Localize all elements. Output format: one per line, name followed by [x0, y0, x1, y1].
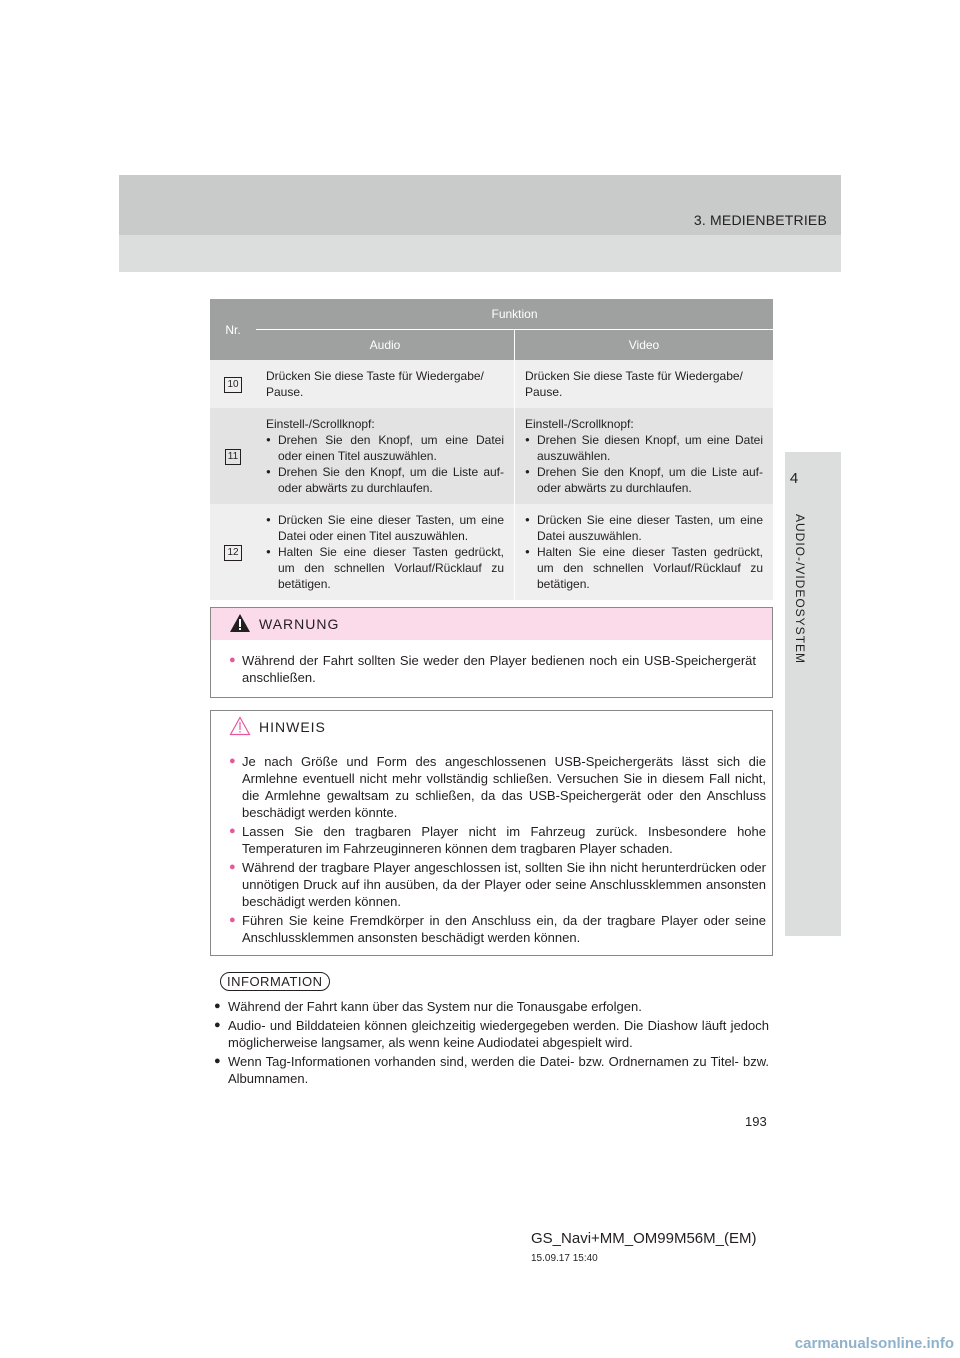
caution-triangle-icon — [229, 716, 251, 736]
page-header — [119, 175, 841, 272]
list-item: ● Drehen Sie den Knopf, um die Liste auf- oder abwärts zu durchlaufen. — [266, 464, 504, 496]
table-row — [210, 360, 773, 408]
warning-title: WARNUNG — [259, 616, 340, 632]
video-cell — [515, 504, 774, 600]
col-header-nr: Nr. — [210, 299, 256, 360]
warning-box — [210, 607, 773, 698]
row-number: 10 — [224, 377, 241, 393]
chapter-side-tab — [785, 452, 841, 936]
row-number: 11 — [225, 449, 241, 465]
col-header-video: Video — [515, 330, 774, 361]
table-row — [210, 408, 773, 504]
audio-cell — [256, 360, 515, 408]
table-row — [210, 504, 773, 600]
list-item: ● Drücken Sie eine dieser Tasten, um eine Datei auszuwählen. — [525, 512, 763, 544]
audio-intro: Drücken Sie diese Taste für Wiedergabe/ Pause. — [266, 369, 484, 399]
video-intro: Einstell-/Scrollknopf: — [525, 417, 634, 431]
list-item: ● Führen Sie keine Fremdkörper in den Anschluss ein, da der tragbare Player oder seine Anschlussklemmen ansonsten beschädigt werden können. — [229, 912, 766, 946]
chapter-number: 4 — [789, 470, 799, 487]
list-item: ● Während der tragbare Player angeschlossen ist, sollten Sie ihn nicht herunterdrücken oder unnötigen Druck auf ihn ausüben, da der Player oder seine Anschlussklemmen ansonsten beschädigt werden können. — [229, 859, 766, 910]
function-table — [210, 299, 773, 600]
warning-triangle-icon — [229, 613, 251, 633]
video-bullet-list — [525, 512, 763, 592]
col-header-audio: Audio — [256, 330, 515, 361]
list-item: ● Während der Fahrt kann über das System nur die Tonausgabe erfolgen. — [214, 998, 769, 1015]
hint-box — [210, 710, 773, 956]
list-item: ● Halten Sie eine dieser Tasten gedrückt, um den schnellen Vorlauf/Rücklauf zu betätigen. — [525, 544, 763, 592]
list-item: ● Wenn Tag-Informationen vorhanden sind, werden die Datei- bzw. Ordnernamen zu Titel- bzw. Albumnamen. — [214, 1053, 769, 1087]
video-intro: Drücken Sie diese Taste für Wiedergabe/ Pause. — [525, 369, 743, 399]
list-item: ● Drehen Sie diesen Knopf, um eine Datei auszuwählen. — [525, 432, 763, 464]
row-number-cell — [210, 504, 256, 600]
list-item: ● Audio- und Bilddateien können gleichzeitig wiedergegeben werden. Die Diashow läuft jedoch möglicherweise langsamer, als wenn keine Audiodatei abgespielt wird. — [214, 1017, 769, 1051]
document-code: GS_Navi+MM_OM99M56M_(EM) — [531, 1230, 757, 1247]
information-section — [214, 998, 769, 1089]
page-number: 193 — [745, 1114, 767, 1129]
list-item: ● Halten Sie eine dieser Tasten gedrückt, um den schnellen Vorlauf/Rücklauf zu betätigen. — [266, 544, 504, 592]
col-header-funktion: Funktion — [256, 299, 773, 330]
section-title: 3. MEDIENBETRIEB — [693, 212, 827, 228]
row-number-cell — [210, 408, 256, 504]
row-number: 12 — [224, 545, 241, 561]
audio-cell — [256, 504, 515, 600]
list-item: ● Je nach Größe und Form des angeschlossenen USB-Speichergeräts lässt sich die Armlehne eventuell nicht mehr vollständig schließen. Versuchen Sie in diesem Fall nicht, die Armlehne gewaltsam zu schließen, da das USB-Speichergerät oder den Anschluss beschädigt werden könnte. — [229, 753, 766, 821]
hint-list — [229, 753, 766, 946]
watermark: carmanualsonline.info — [794, 1335, 954, 1352]
audio-bullet-list — [266, 432, 504, 496]
audio-cell — [256, 408, 515, 504]
information-list — [214, 998, 769, 1087]
information-label: INFORMATION — [220, 972, 330, 991]
chapter-label: AUDIO-/VIDEOSYSTEM — [793, 514, 807, 665]
list-item: ● Drehen Sie den Knopf, um die Liste auf- oder abwärts zu durchlaufen. — [525, 464, 763, 496]
hint-header — [211, 711, 772, 743]
row-number-cell — [210, 360, 256, 408]
audio-bullet-list — [266, 512, 504, 592]
list-item: ● Drücken Sie eine dieser Tasten, um eine Datei oder einen Titel auszuwählen. — [266, 512, 504, 544]
warning-header — [211, 608, 772, 640]
list-item: ● Während der Fahrt sollten Sie weder den Player bedienen noch ein USB-Speichergerät anschließen. — [229, 652, 756, 686]
video-cell — [515, 360, 774, 408]
hint-title: HINWEIS — [259, 719, 326, 735]
warning-list — [229, 652, 756, 686]
video-bullet-list — [525, 432, 763, 496]
document-date: 15.09.17 15:40 — [531, 1253, 598, 1264]
audio-intro: Einstell-/Scrollknopf: — [266, 417, 375, 431]
video-cell — [515, 408, 774, 504]
list-item: ● Drehen Sie den Knopf, um eine Datei oder einen Titel auszuwählen. — [266, 432, 504, 464]
list-item: ● Lassen Sie den tragbaren Player nicht im Fahrzeug zurück. Insbesondere hohe Temperaturen im Fahrzeuginneren können dem tragbaren Player schaden. — [229, 823, 766, 857]
